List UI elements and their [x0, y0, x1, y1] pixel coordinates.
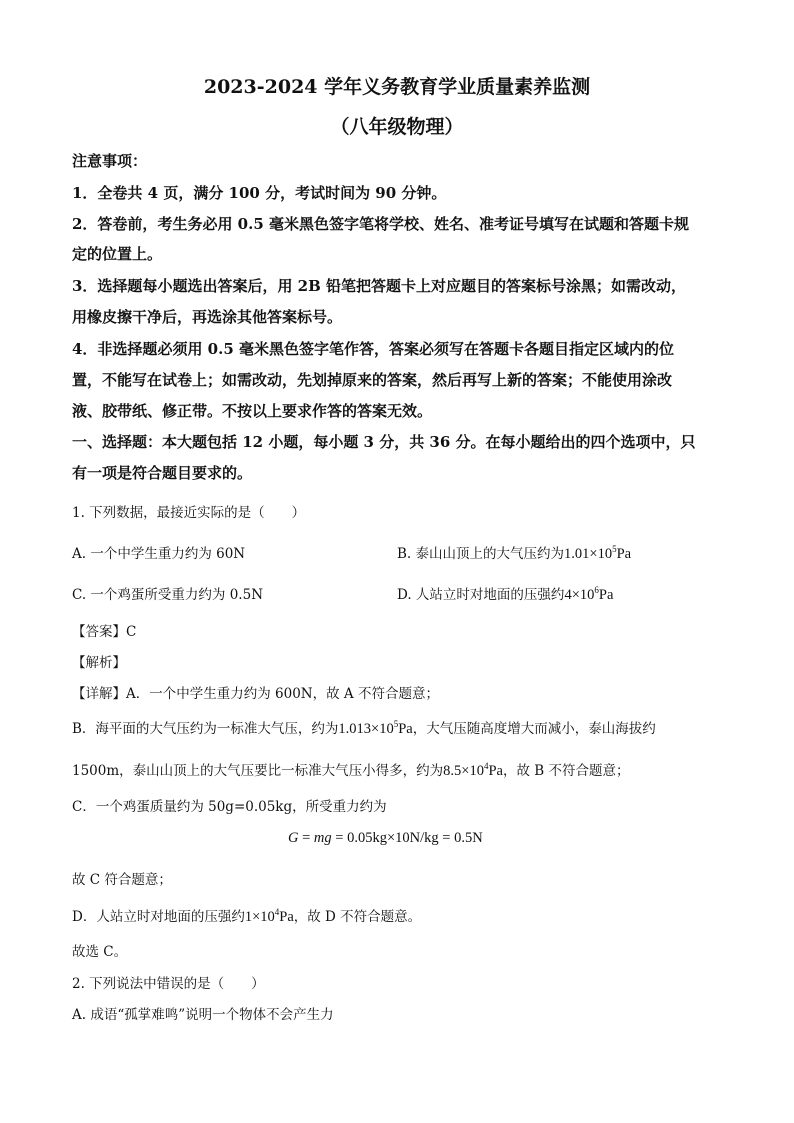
standing-pressure-value: $1\times 10^4Pa$: [244, 907, 294, 925]
note-item-2-line-1: 2．答卷前，考生务必用 0.5 毫米黑色签字笔将学校、姓名、准考证号填写在试题和答题卡规: [72, 215, 689, 233]
q1-formula: G = mg = 0.05kg×10N/kg = 0.5N: [288, 830, 483, 846]
q1-answer: [72, 620, 136, 640]
note-item-4-line-1: 4．非选择题必须用 0.5 毫米黑色签字笔作答，答案必须写在答题卡各题目指定区域内的位: [72, 340, 674, 358]
note-item-2-line-2: 定的位置上。: [72, 245, 163, 263]
note-item-4-line-2: 置，不能写在试卷上；如需改动，先划掉原来的答案，然后再写上新的答案；不能使用涂改: [72, 371, 673, 389]
q1-detail-b-line-1: B．海平面的大气压约为一标准大气压，约为$1.013\times 10^5Pa$，大气压随高度增大而减小，泰山海拔约: [72, 719, 656, 737]
q1-detail-d: D．人站立时对地面的压强约$1\times 10^4Pa$，故 D 不符合题意。: [72, 907, 422, 925]
answer-value: C: [126, 624, 137, 640]
exam-title: 2023-2024 学年义务教育学业质量素养监测: [203, 76, 591, 98]
q1-detail-c: C．一个鸡蛋质量约为 50g=0.05kg，所受重力约为: [72, 799, 387, 815]
detail-tag: 【详解】: [72, 686, 126, 702]
sea-level-pressure-value: $1.013\times 10^5Pa$: [338, 719, 413, 737]
section-1-line-1: 一、选择题：本大题包括 12 小题，每小题 3 分，共 36 分。在每小题给出的四个选项中，只: [72, 433, 696, 451]
note-item-3-line-2: 用橡皮擦干净后，再选涂其他答案标号。: [72, 308, 343, 326]
q2-option-a: A. 成语“孤掌难鸣”说明一个物体不会产生力: [72, 1007, 334, 1023]
q1-option-b-text: B. 泰山山顶上的大气压约为: [397, 546, 565, 562]
q1-detail-a: 【详解】A．一个中学生重力约为 600N，故 A 不符合题意；: [72, 686, 439, 702]
summit-pressure-value: $8.5\times 10^4Pa$: [443, 761, 503, 779]
answer-tag: 【答案】: [72, 624, 126, 640]
q1-detail-c-conclusion: 故 C 符合题意；: [72, 872, 172, 888]
q1-option-d: [397, 583, 613, 604]
q1-option-a: A. 一个中学生重力约为 60N: [72, 546, 246, 562]
note-item-4-line-3: 液、胶带纸、修正带。不按以上要求作答的答案无效。: [72, 402, 433, 420]
q1-option-d-text: D. 人站立时对地面的压强约: [397, 587, 565, 603]
exam-subtitle: （八年级物理）: [330, 116, 464, 138]
q1-detail-b-line-2: 1500m，泰山山顶上的大气压要比一标准大气压小得多，约为$8.5\times 10^4Pa$，故 B 不符合题意；: [72, 761, 630, 779]
notes-heading: 注意事项：: [72, 152, 148, 170]
section-1-line-2: 有一项是符合题目要求的。: [72, 464, 253, 482]
q1-option-b: [397, 542, 631, 563]
q1-option-d-value: $4\times 10^6Pa$: [564, 585, 614, 603]
q1-analysis-tag: 【解析】: [72, 655, 126, 671]
note-item-1: 1．全卷共 4 页，满分 100 分，考试时间为 90 分钟。: [72, 184, 447, 202]
q1-option-b-value: $1.01\times 10^5Pa$: [564, 544, 632, 562]
q2-stem: 2. 下列说法中错误的是（ ）: [72, 976, 265, 992]
note-item-3-line-1: 3．选择题每小题选出答案后，用 2B 铅笔把答题卡上对应题目的答案标号涂黑；如需改动，: [72, 277, 687, 295]
q1-final-choice: 故选 C。: [72, 944, 128, 960]
q1-option-c: C. 一个鸡蛋所受重力约为 0.5N: [72, 587, 264, 603]
q1-stem: 1. 下列数据，最接近实际的是（ ）: [72, 505, 306, 521]
